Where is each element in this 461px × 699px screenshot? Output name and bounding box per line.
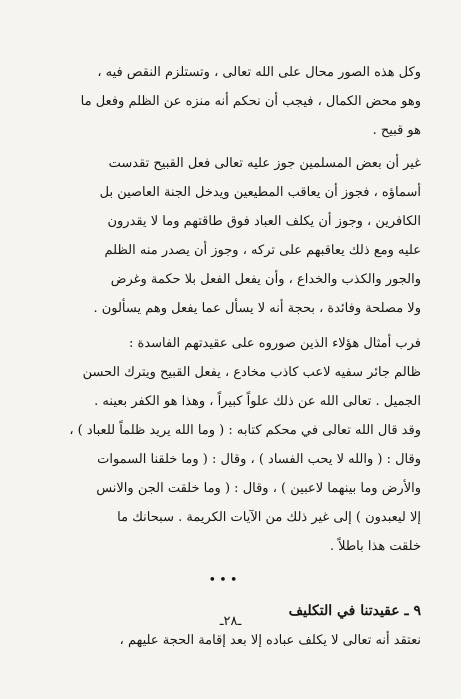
- text-line: نعتقد أنه تعالى لا يكلف عباده إلا بعد إقامة الحجة عليهم ،: [119, 633, 421, 648]
- paragraph-3: [28, 329, 421, 561]
- paragraph-1: [28, 58, 421, 145]
- text-line: عليه ومع ذلك يعاقبهم على تركه ، وجوز أن يصدر منه الظلم: [104, 243, 421, 258]
- text-line: وهو محض الكمال ، فيجب أن نحكم أنه منزه عن الظلم وفعل ما: [80, 94, 421, 109]
- text-line: ولا مصلحة وفائدة ، بحجة أنه لا يسأل عما يفعل وهم يسألون .: [93, 301, 421, 316]
- text-line: خلقت هذا باطلاً .: [329, 539, 421, 554]
- text-line: والجور والكذب والخداع ، وأن يفعل الفعل بلا حكمة وغرض: [110, 272, 421, 287]
- page-number: ـ٢٨ـ: [219, 614, 242, 629]
- paragraph-2: [28, 149, 421, 323]
- paragraph-4: [28, 626, 421, 655]
- section-separator: •••: [208, 573, 241, 588]
- text-line: وكل هذه الصور محال على الله تعالى ، وتستلزم النقص فيه ،: [97, 65, 421, 80]
- text-line: والأرض وما بينهما لاعبين ) ، وقال : ( وما خلقت الجن والانس: [96, 481, 421, 496]
- text-line: وقد قال الله تعالى في محكم كتابه : ( وما الله يريد ظلماً للعباد ) ،: [69, 423, 421, 438]
- text-line: غير أن بعض المسلمين جوز عليه تعالى فعل القبيح تقدست: [108, 156, 421, 171]
- text-line: إلا ليعبدون ) إلى غير ذلك من الآيات الكريمة . سبحانك ما: [117, 510, 421, 525]
- text-line: وقال : ( والله لا يحب الفساد ) ، وقال : ( وما خلقنا السموات: [97, 452, 421, 467]
- book-page: [28, 58, 421, 699]
- text-line: أسماؤه ، فجوز أن يعاقب المطيعين ويدخل الجنة العاصين بل: [99, 185, 421, 200]
- text-line: هو قبيح .: [372, 123, 421, 138]
- text-line: ظالم جائر سفيه لاعب كاذب مخادع ، يفعل القبيح ويترك الحسن: [82, 365, 421, 380]
- text-line: الكافرين ، وجوز أن يكلف العباد فوق طاقتهم وما لا يقدرون: [107, 214, 421, 229]
- text-line: فرب أمثال هؤلاء الذين صوروه على عقيدتهم الفاسدة :: [129, 336, 421, 351]
- text-line: الجميل . تعالى الله عن ذلك علواً كبيراً ، وهذا هو الكفر بعينه .: [94, 394, 421, 409]
- section-heading: ٩ ـ عقيدتنا في التكليف: [288, 603, 421, 619]
